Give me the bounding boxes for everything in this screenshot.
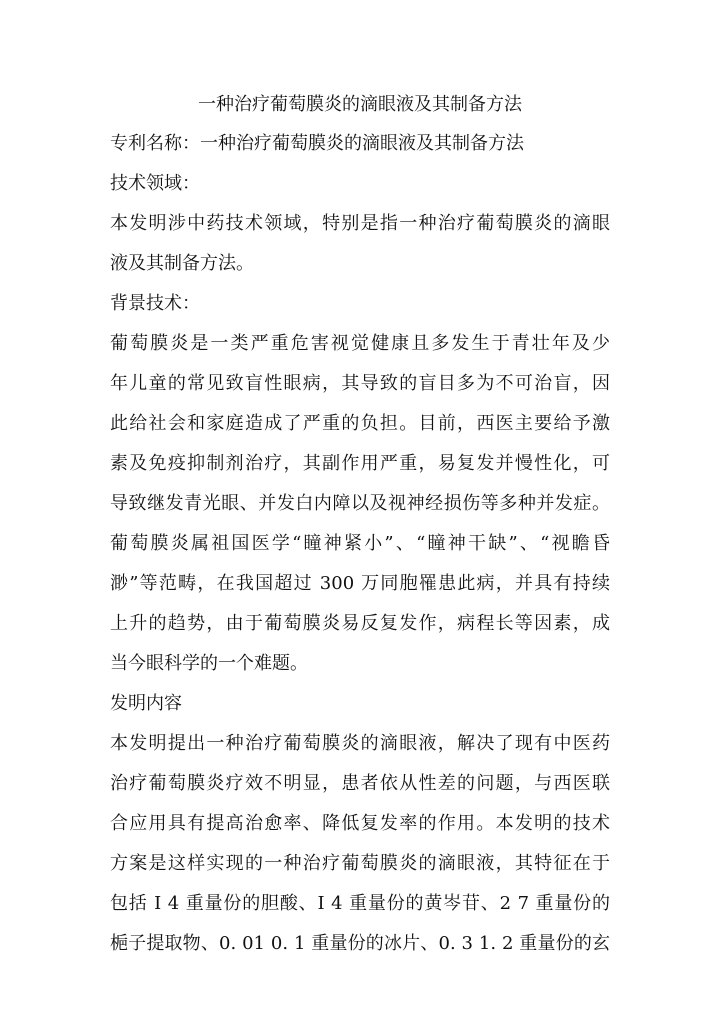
paragraph-line: 本发明提出一种治疗葡萄膜炎的滴眼液，解决了现有中医药 [110,733,610,754]
paragraph-line: 素及免疫抑制剂治疗，其副作用严重，易复发并慢性化，可 [110,453,610,474]
paragraph-line: 渺”等范畴，在我国超过 300 万同胞罹患此病，并具有持续 [110,573,610,594]
patent-name-line: 专利名称：一种治疗葡萄膜炎的滴眼液及其制备方法 [110,133,524,154]
paragraph-line: 本发明涉中药技术领域，特别是指一种治疗葡萄膜炎的滴眼 [110,213,610,234]
paragraph-line: 上升的趋势，由于葡萄膜炎易反复发作，病程长等因素，成 [110,613,610,634]
paragraph-line: 治疗葡萄膜炎疗效不明显，患者依从性差的问题，与西医联 [110,773,610,794]
paragraph-line: 当今眼科学的一个难题。 [110,653,308,674]
paragraph-line: 方案是这样实现的一种治疗葡萄膜炎的滴眼液，其特征在于 [110,853,610,874]
paragraph-line: 葡萄膜炎是一类严重危害视觉健康且多发生于青壮年及少 [110,333,610,354]
paragraph-line: 梔子提取物、0. 01 0. 1 重量份的冰片、0. 3 1. 2 重量份的玄 [110,933,610,954]
paragraph-line: 导致继发青光眼、并发白内障以及视神经损伤等多种并发症。 [110,493,610,514]
section-heading-background: 背景技术： [110,293,200,314]
paragraph-line: 包括 I 4 重量份的胆酸、I 4 重量份的黄岑苷、2 7 重量份的 [110,893,610,914]
paragraph-line: 年儿童的常见致盲性眼病，其导致的盲目多为不可治盲，因 [110,373,610,394]
document-title: 一种治疗葡萄膜炎的滴眼液及其制备方法 [198,94,522,115]
section-heading-invention-content: 发明内容 [110,693,182,714]
section-heading-technical-field: 技术领域： [110,173,200,194]
paragraph-line: 葡萄膜炎属祖国医学“瞳神紧小”、“瞳神干缺”、“视瞻昏 [110,533,610,554]
paragraph-line: 液及其制备方法。 [110,253,254,274]
paragraph-line: 此给社会和家庭造成了严重的负担。目前，西医主要给予激 [110,413,610,434]
paragraph-line: 合应用具有提高治愈率、降低复发率的作用。本发明的技术 [110,813,610,834]
